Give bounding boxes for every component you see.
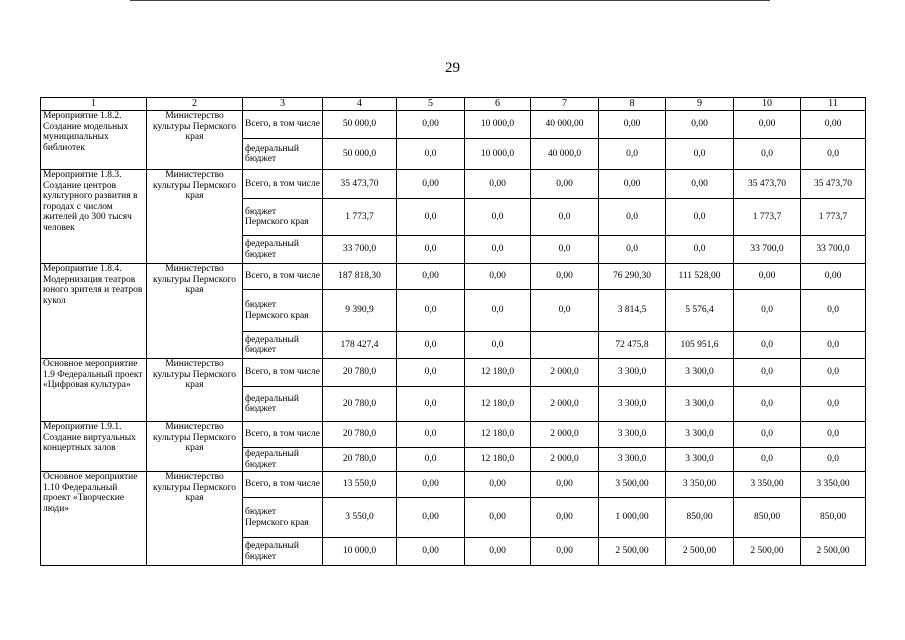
- value-cell: 0,00: [465, 264, 531, 290]
- funding-source-cell: федеральный бюджет: [243, 387, 323, 422]
- value-cell: 0,00: [734, 111, 801, 139]
- value-cell: 1 773,7: [323, 199, 397, 236]
- value-cell: 0,0: [734, 332, 801, 359]
- value-cell: 105 951,6: [666, 332, 734, 359]
- value-cell: 0,00: [599, 170, 666, 199]
- value-cell: 35 473,70: [323, 170, 397, 199]
- top-rule: [130, 0, 770, 1]
- value-cell: 2 000,0: [531, 387, 599, 422]
- value-cell: 0,00: [666, 170, 734, 199]
- value-cell: 0,0: [465, 332, 531, 359]
- header-cell: 11: [801, 98, 866, 111]
- event-title-cell: Основное мероприятие 1.9 Федеральный проект «Цифровая культура»: [41, 359, 147, 422]
- header-cell: 9: [666, 98, 734, 111]
- value-cell: 0,00: [397, 111, 465, 139]
- value-cell: 3 350,00: [801, 472, 866, 498]
- value-cell: 3 300,0: [666, 387, 734, 422]
- funding-source-cell: Всего, в том числе: [243, 472, 323, 498]
- value-cell: 0,0: [397, 290, 465, 332]
- value-cell: 10 000,0: [323, 538, 397, 566]
- value-cell: 0,00: [531, 498, 599, 538]
- value-cell: 1 773,7: [734, 199, 801, 236]
- value-cell: 13 550,0: [323, 472, 397, 498]
- value-cell: 0,0: [397, 448, 465, 472]
- value-cell: 0,00: [531, 472, 599, 498]
- value-cell: 40 000,00: [531, 111, 599, 139]
- value-cell: 12 180,0: [465, 448, 531, 472]
- table-row: [41, 422, 866, 448]
- event-title-cell: Мероприятие 1.8.2. Создание модельных муниципальных библиотек: [41, 111, 147, 170]
- header-row: [41, 98, 866, 111]
- header-cell: 5: [397, 98, 465, 111]
- value-cell: 10 000,0: [465, 111, 531, 139]
- value-cell: 850,00: [734, 498, 801, 538]
- funding-source-cell: федеральный бюджет: [243, 448, 323, 472]
- value-cell: 3 300,0: [666, 422, 734, 448]
- value-cell: 0,00: [531, 170, 599, 199]
- event-title-cell: Мероприятие 1.8.4. Модернизация театров юного зрителя и театров кукол: [41, 264, 147, 359]
- value-cell: 0,00: [397, 538, 465, 566]
- value-cell: 33 700,0: [734, 236, 801, 264]
- table-row: [41, 170, 866, 199]
- funding-source-cell: бюджет Пермского края: [243, 290, 323, 332]
- header-cell: 4: [323, 98, 397, 111]
- value-cell: 3 350,00: [734, 472, 801, 498]
- value-cell: 850,00: [666, 498, 734, 538]
- value-cell: 20 780,0: [323, 359, 397, 387]
- value-cell: 187 818,30: [323, 264, 397, 290]
- executor-cell: Министерство культуры Пермского края: [147, 422, 243, 472]
- page-number: 29: [445, 60, 460, 76]
- value-cell: 0,00: [531, 538, 599, 566]
- header-cell: 3: [243, 98, 323, 111]
- value-cell: 3 550,0: [323, 498, 397, 538]
- event-title-cell: Мероприятие 1.8.3. Создание центров культурного развития в городах с числом жителей до 300 тысяч человек: [41, 170, 147, 264]
- executor-cell: Министерство культуры Пермского края: [147, 111, 243, 170]
- value-cell: 72 475,8: [599, 332, 666, 359]
- funding-source-cell: бюджет Пермского края: [243, 498, 323, 538]
- value-cell: 178 427,4: [323, 332, 397, 359]
- value-cell: 0,0: [465, 199, 531, 236]
- header-cell: 2: [147, 98, 243, 111]
- value-cell: 50 000,0: [323, 111, 397, 139]
- value-cell: 3 300,0: [599, 448, 666, 472]
- value-cell: 35 473,70: [801, 170, 866, 199]
- value-cell: 0,0: [801, 290, 866, 332]
- value-cell: 0,0: [734, 422, 801, 448]
- value-cell: 20 780,0: [323, 387, 397, 422]
- event-title-cell: Основное мероприятие 1.10 Федеральный проект «Творческие люди»: [41, 472, 147, 566]
- value-cell: 0,0: [599, 139, 666, 170]
- value-cell: 0,0: [734, 448, 801, 472]
- value-cell: 20 780,0: [323, 422, 397, 448]
- value-cell: 0,0: [666, 236, 734, 264]
- header-cell: 7: [531, 98, 599, 111]
- funding-source-cell: Всего, в том числе: [243, 170, 323, 199]
- value-cell: 0,0: [397, 387, 465, 422]
- value-cell: 0,0: [397, 422, 465, 448]
- value-cell: 2 500,00: [734, 538, 801, 566]
- value-cell: 0,0: [666, 199, 734, 236]
- value-cell: 0,00: [465, 170, 531, 199]
- funding-source-cell: федеральный бюджет: [243, 332, 323, 359]
- funding-source-cell: федеральный бюджет: [243, 236, 323, 264]
- value-cell: 0,00: [465, 538, 531, 566]
- value-cell: 0,0: [531, 290, 599, 332]
- value-cell: 0,00: [397, 264, 465, 290]
- value-cell: 76 290,30: [599, 264, 666, 290]
- funding-source-cell: бюджет Пермского края: [243, 199, 323, 236]
- value-cell: 3 300,0: [666, 359, 734, 387]
- value-cell: 0,0: [397, 139, 465, 170]
- executor-cell: Министерство культуры Пермского края: [147, 264, 243, 359]
- value-cell: [531, 332, 599, 359]
- value-cell: 850,00: [801, 498, 866, 538]
- executor-cell: Министерство культуры Пермского края: [147, 170, 243, 264]
- value-cell: 0,00: [801, 264, 866, 290]
- value-cell: 111 528,00: [666, 264, 734, 290]
- funding-source-cell: Всего, в том числе: [243, 264, 323, 290]
- value-cell: 0,00: [734, 264, 801, 290]
- value-cell: 0,0: [666, 139, 734, 170]
- value-cell: 2 500,00: [599, 538, 666, 566]
- value-cell: 0,0: [801, 387, 866, 422]
- value-cell: 2 000,0: [531, 422, 599, 448]
- value-cell: 3 300,0: [599, 359, 666, 387]
- value-cell: 0,0: [801, 359, 866, 387]
- value-cell: 0,0: [465, 290, 531, 332]
- value-cell: 20 780,0: [323, 448, 397, 472]
- value-cell: 33 700,0: [801, 236, 866, 264]
- funding-source-cell: федеральный бюджет: [243, 538, 323, 566]
- funding-source-cell: федеральный бюджет: [243, 139, 323, 170]
- value-cell: 3 350,00: [666, 472, 734, 498]
- value-cell: 3 814,5: [599, 290, 666, 332]
- table-row: [41, 264, 866, 290]
- value-cell: 0,00: [465, 472, 531, 498]
- value-cell: 33 700,0: [323, 236, 397, 264]
- value-cell: 3 500,00: [599, 472, 666, 498]
- value-cell: 0,0: [801, 139, 866, 170]
- value-cell: 12 180,0: [465, 359, 531, 387]
- event-title-cell: Мероприятие 1.9.1. Создание виртуальных концертных залов: [41, 422, 147, 472]
- value-cell: 50 000,0: [323, 139, 397, 170]
- executor-cell: Министерство культуры Пермского края: [147, 359, 243, 422]
- value-cell: 0,00: [397, 472, 465, 498]
- table-row: [41, 472, 866, 498]
- funding-source-cell: Всего, в том числе: [243, 359, 323, 387]
- value-cell: 9 390,9: [323, 290, 397, 332]
- value-cell: 0,0: [465, 236, 531, 264]
- value-cell: 0,0: [397, 359, 465, 387]
- value-cell: 10 000,0: [465, 139, 531, 170]
- value-cell: 0,0: [397, 199, 465, 236]
- value-cell: 0,0: [531, 199, 599, 236]
- header-cell: 1: [41, 98, 147, 111]
- value-cell: 0,0: [734, 139, 801, 170]
- value-cell: 0,0: [734, 387, 801, 422]
- value-cell: 2 500,00: [666, 538, 734, 566]
- value-cell: 0,00: [666, 111, 734, 139]
- header-cell: 8: [599, 98, 666, 111]
- value-cell: 2 000,0: [531, 448, 599, 472]
- value-cell: 0,00: [397, 498, 465, 538]
- table-body: [41, 111, 866, 566]
- value-cell: 0,0: [599, 199, 666, 236]
- value-cell: 12 180,0: [465, 422, 531, 448]
- value-cell: 1 773,7: [801, 199, 866, 236]
- value-cell: 0,00: [465, 498, 531, 538]
- value-cell: 3 300,0: [599, 422, 666, 448]
- value-cell: 2 500,00: [801, 538, 866, 566]
- value-cell: 0,0: [734, 359, 801, 387]
- header-cell: 6: [465, 98, 531, 111]
- value-cell: 12 180,0: [465, 387, 531, 422]
- value-cell: 5 576,4: [666, 290, 734, 332]
- value-cell: 0,0: [734, 290, 801, 332]
- value-cell: 0,0: [531, 236, 599, 264]
- value-cell: 0,00: [599, 111, 666, 139]
- value-cell: 0,0: [801, 448, 866, 472]
- value-cell: 0,0: [801, 332, 866, 359]
- value-cell: 35 473,70: [734, 170, 801, 199]
- funding-source-cell: Всего, в том числе: [243, 422, 323, 448]
- value-cell: 40 000,0: [531, 139, 599, 170]
- executor-cell: Министерство культуры Пермского края: [147, 472, 243, 566]
- header-cell: 10: [734, 98, 801, 111]
- value-cell: 0,00: [531, 264, 599, 290]
- budget-table: [40, 97, 866, 566]
- table-row: [41, 359, 866, 387]
- value-cell: 0,0: [397, 236, 465, 264]
- value-cell: 0,0: [397, 332, 465, 359]
- value-cell: 3 300,0: [599, 387, 666, 422]
- value-cell: 1 000,00: [599, 498, 666, 538]
- value-cell: 0,00: [397, 170, 465, 199]
- value-cell: 3 300,0: [666, 448, 734, 472]
- value-cell: 0,0: [599, 236, 666, 264]
- value-cell: 2 000,0: [531, 359, 599, 387]
- value-cell: 0,0: [801, 422, 866, 448]
- value-cell: 0,00: [801, 111, 866, 139]
- table-row: [41, 111, 866, 139]
- funding-source-cell: Всего, в том числе: [243, 111, 323, 139]
